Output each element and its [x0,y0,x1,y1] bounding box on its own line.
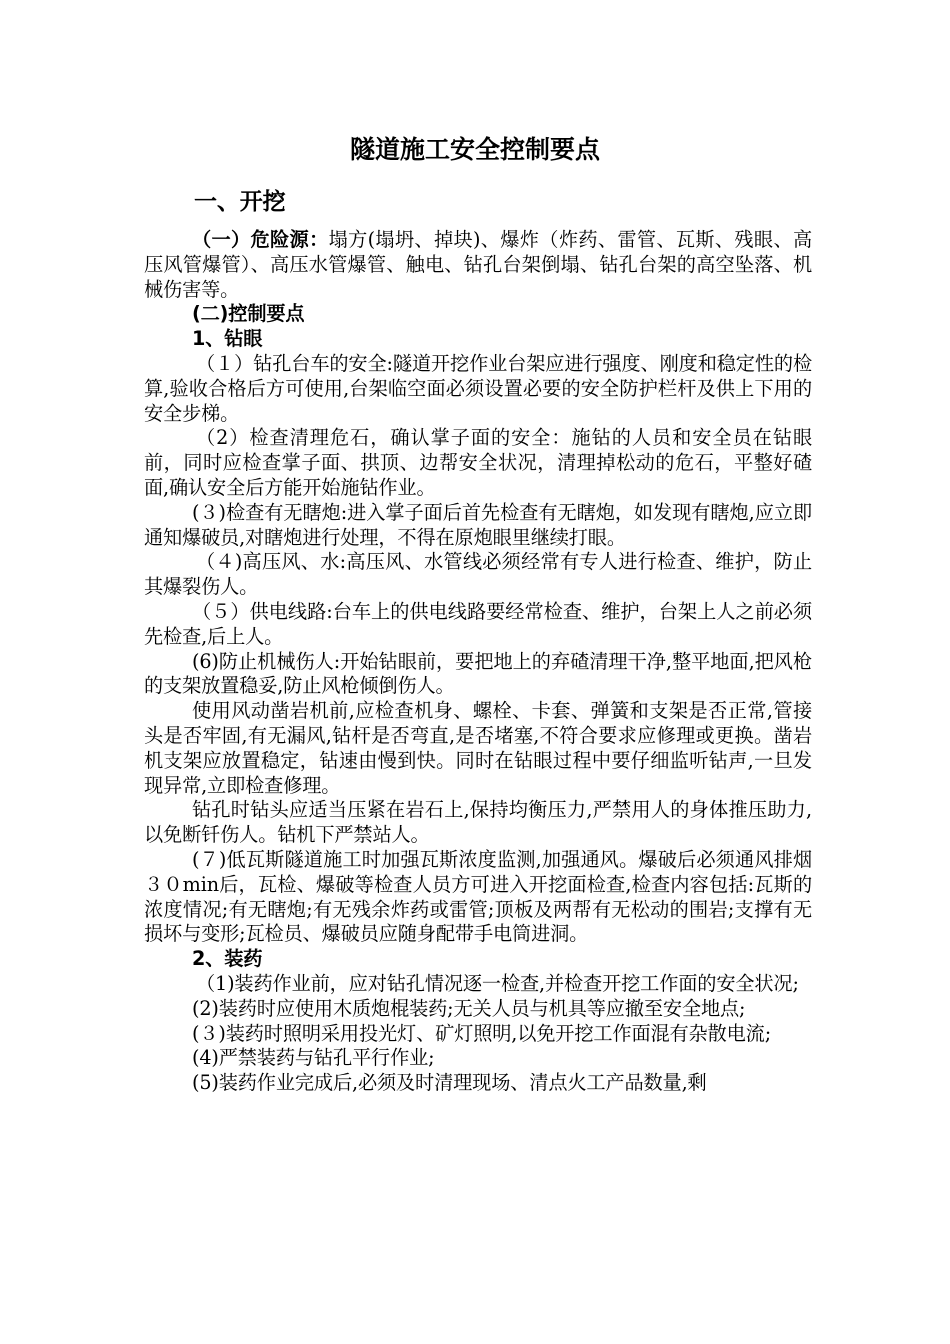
drill-item: 使用风动凿岩机前,应检查机身、螺栓、卡套、弹簧和支架是否正常,管接头是否牢固,有无漏风,钻杆是否弯直,是否堵塞,不符合要求应修理或更换。凿岩机支架应放置稳定，钻速由慢到快。同时在钻眼过程中要仔细监听钻声,一旦发现异常,立即检查修理。 [144,699,812,797]
charge-item: （1)装药作业前，应对钻孔情况逐一检查,并检查开挖工作面的安全状况; [196,971,799,995]
drill-item: （2）检查清理危石，确认掌子面的安全：施钻的人员和安全员在钻眼前，同时应检查掌子面、拱顶、边帮安全状况，清理掉松动的危石，平整好碴面,确认安全后方能开始施钻作业。 [144,426,812,499]
document-body [144,186,812,1096]
document-title: 隧道施工安全控制要点 [349,135,600,164]
charging-heading: 2、装药 [192,947,263,971]
drill-item: 钻孔时钻头应适当压紧在岩石上,保持均衡压力,严禁用人的身体推压助力,以免断钎伤人。钻机下严禁站人。 [144,798,812,847]
charge-item: (2)装药时应使用木质炮棍装药;无关人员与机具等应撤至安全地点; [192,996,746,1020]
hazard-label: （一）危险源： [192,228,329,251]
drill-item: (３)检查有无瞎炮:进入掌子面后首先检查有无瞎炮，如发现有瞎炮,应立即通知爆破员,对瞎炮进行处理，不得在原炮眼里继续打眼。 [144,500,812,549]
drill-item: （４)高压风、水:高压风、水管线必须经常有专人进行检查、维护，防止其爆裂伤人。 [144,550,812,599]
section-heading-excavation: 一、开挖 [194,189,286,215]
hazard-text: 塌方(塌坍、掉块)、爆炸（炸药、雷管、瓦斯、残眼、高压风管爆管）、高压水管爆管、触电、钻孔台架倒塌、钻孔台架的高空坠落、机械伤害等。 [144,228,812,301]
drilling-heading: 1、钻眼 [192,327,263,351]
control-points-heading: (二)控制要点 [192,302,305,326]
charge-item: (３)装药时照明采用投光灯、矿灯照明,以免开挖工作面混有杂散电流; [192,1021,772,1045]
charge-item: (5)装药作业完成后,必须及时清理现场、清点火工产品数量,剩 [192,1071,707,1095]
drill-item: (6)防止机械伤人:开始钻眼前，要把地上的弃碴清理干净,整平地面,把风枪的支架放置稳妥,防止风枪倾倒伤人。 [144,649,812,698]
hazard-paragraph [144,228,812,302]
drill-item: (７)低瓦斯隧道施工时加强瓦斯浓度监测,加强通风。爆破后必须通风排烟３０min后，瓦检、爆破等检查人员方可进入开挖面检查,检查内容包括:瓦斯的浓度情况;有无瞎炮;有无残余炸药或雷管;顶板及两帮有无松动的围岩;支撑有无损坏与变形;瓦检员、爆破员应随身配带手电筒进洞。 [144,847,812,946]
charge-item: (4)严禁装药与钻孔平行作业; [192,1046,435,1070]
drill-item: （５）供电线路:台车上的供电线路要经常检查、维护，台架上人之前必须先检查,后上人。 [144,599,812,648]
drill-item: （１）钻孔台车的安全:隧道开挖作业台架应进行强度、刚度和稳定性的检算,验收合格后方可使用,台架临空面必须设置必要的安全防护栏杆及供上下用的安全步梯。 [144,351,812,425]
